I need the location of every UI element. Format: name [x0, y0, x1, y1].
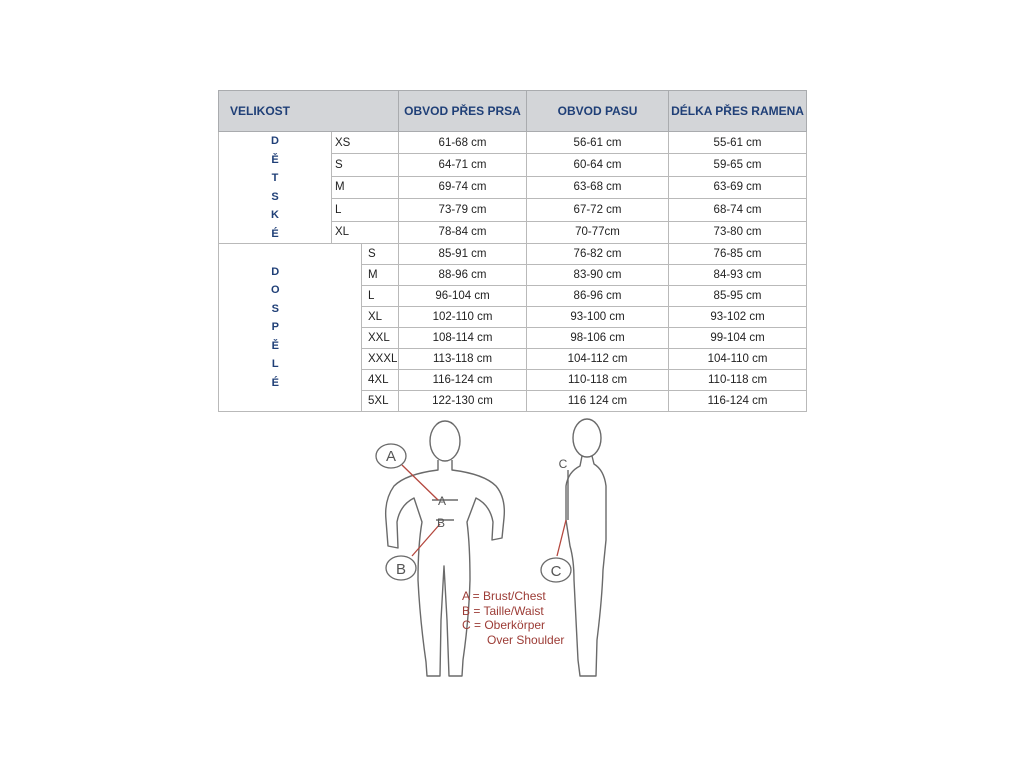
kids-group-label: D Ě T S K É — [219, 132, 332, 244]
chest-cell: 64-71 cm — [399, 154, 527, 176]
marker-b-label: B — [395, 561, 407, 578]
size-cell: XXL — [362, 328, 399, 349]
shoulder-cell: 110-118 cm — [669, 370, 807, 391]
side-figure-outline — [566, 419, 606, 676]
waist-cell: 56-61 cm — [527, 132, 669, 154]
measure-line-c — [557, 520, 566, 556]
chest-cell: 108-114 cm — [399, 328, 527, 349]
legend-shoulder: C = Oberkörper — [462, 618, 546, 632]
chest-cell: 69-74 cm — [399, 176, 527, 198]
marker-c-label: C — [550, 563, 562, 580]
measurement-legend — [462, 589, 564, 647]
marker-a-label: A — [385, 448, 397, 465]
waist-cell: 86-96 cm — [527, 286, 669, 307]
waist-cell: 70-77cm — [527, 221, 669, 243]
size-cell: 4XL — [362, 370, 399, 391]
shoulder-cell: 85-95 cm — [669, 286, 807, 307]
legend-shoulder-line2: Over Shoulder — [487, 632, 565, 647]
legend-waist: B = Taille/Waist — [462, 603, 544, 618]
measure-line-b — [412, 524, 440, 556]
legend-chest: A = Brust/Chest — [462, 589, 546, 603]
shoulder-cell: 63-69 cm — [669, 176, 807, 198]
waist-cell: 83-90 cm — [527, 265, 669, 286]
waist-cell: 93-100 cm — [527, 307, 669, 328]
chest-cell: 102-110 cm — [399, 307, 527, 328]
size-cell: XS — [332, 132, 399, 154]
size-cell: 5XL — [362, 391, 399, 412]
table-row — [219, 132, 807, 154]
size-cell: XL — [332, 221, 399, 243]
size-cell: M — [332, 176, 399, 198]
shoulder-cell: 93-102 cm — [669, 307, 807, 328]
chest-cell: 61-68 cm — [399, 132, 527, 154]
chest-cell: 113-118 cm — [399, 349, 527, 370]
chest-cell: 122-130 cm — [399, 391, 527, 412]
adult-spacer — [332, 244, 362, 412]
adults-group-label: D O S P Ě L É — [219, 244, 332, 412]
shoulder-cell: 116-124 cm — [669, 391, 807, 412]
table-row — [219, 244, 807, 265]
size-chart-table — [218, 90, 807, 412]
waist-cell: 104-112 cm — [527, 349, 669, 370]
size-cell: XL — [362, 307, 399, 328]
header-shoulder: DÉLKA PŘES RAMENA — [669, 91, 807, 132]
shoulder-cell: 84-93 cm — [669, 265, 807, 286]
shoulder-cell: 99-104 cm — [669, 328, 807, 349]
header-waist: OBVOD PASU — [527, 91, 669, 132]
header-chest: OBVOD PŘES PRSA — [399, 91, 527, 132]
marker-b-small-label: B — [436, 516, 446, 530]
size-cell: L — [362, 286, 399, 307]
shoulder-cell: 59-65 cm — [669, 154, 807, 176]
shoulder-cell: 73-80 cm — [669, 221, 807, 243]
waist-cell: 76-82 cm — [527, 244, 669, 265]
chest-cell: 85-91 cm — [399, 244, 527, 265]
header-size: VELIKOST — [219, 91, 399, 132]
chest-cell: 116-124 cm — [399, 370, 527, 391]
waist-cell: 63-68 cm — [527, 176, 669, 198]
waist-cell: 116 124 cm — [527, 391, 669, 412]
size-cell: S — [362, 244, 399, 265]
waist-cell: 60-64 cm — [527, 154, 669, 176]
shoulder-cell: 104-110 cm — [669, 349, 807, 370]
table-header-row — [219, 91, 807, 132]
size-cell: S — [332, 154, 399, 176]
shoulder-cell: 76-85 cm — [669, 244, 807, 265]
waist-cell: 98-106 cm — [527, 328, 669, 349]
chest-cell: 73-79 cm — [399, 199, 527, 221]
chest-cell: 88-96 cm — [399, 265, 527, 286]
waist-cell: 110-118 cm — [527, 370, 669, 391]
size-cell: XXXL — [362, 349, 399, 370]
marker-a-small-label: A — [437, 494, 447, 508]
waist-cell: 67-72 cm — [527, 199, 669, 221]
chest-cell: 96-104 cm — [399, 286, 527, 307]
size-cell: L — [332, 199, 399, 221]
size-cell: M — [362, 265, 399, 286]
marker-c-small-label: C — [558, 457, 568, 471]
shoulder-cell: 68-74 cm — [669, 199, 807, 221]
shoulder-cell: 55-61 cm — [669, 132, 807, 154]
chest-cell: 78-84 cm — [399, 221, 527, 243]
